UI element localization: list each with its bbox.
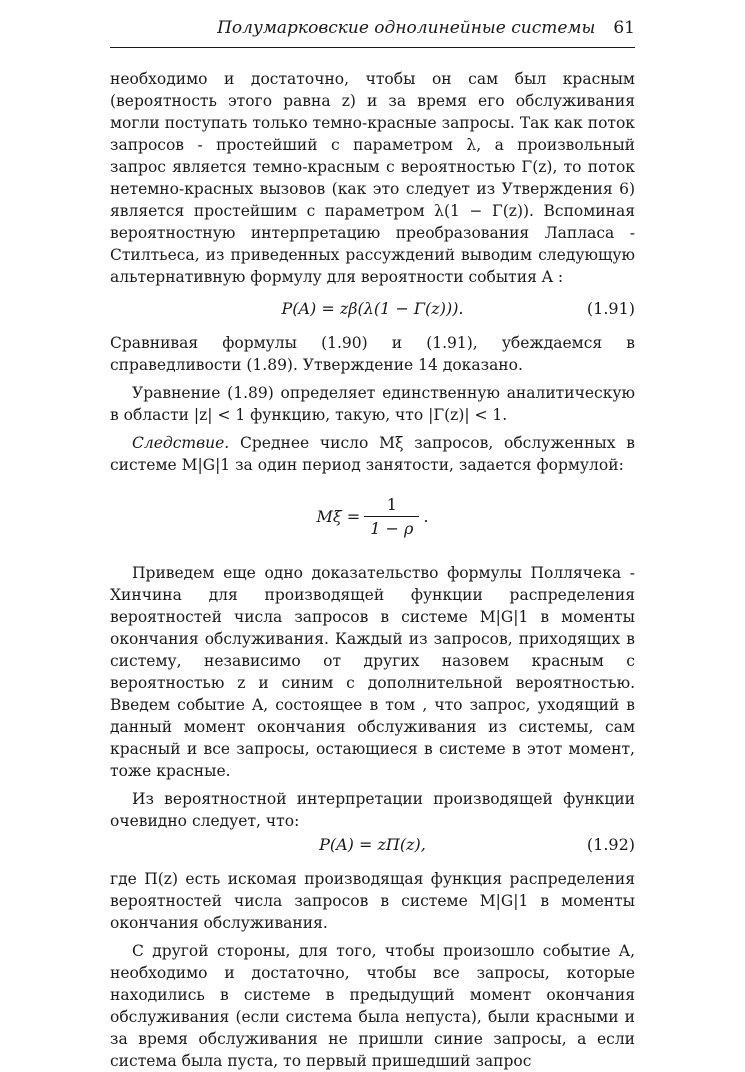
paragraph-3: Уравнение (1.89) определяет единственную аналитическую в области |z| < 1 функцию, такую, что |Γ(z)| < 1. [110, 384, 635, 424]
equation-1-92 [110, 834, 635, 856]
fraction-numerator: 1 [386, 495, 397, 514]
equation-number: (1.92) [586, 835, 635, 854]
corollary-label: Следствие. [132, 434, 230, 452]
equation-1-91 [110, 298, 635, 320]
equation-number: (1.91) [586, 299, 635, 318]
running-header [110, 18, 635, 48]
paragraph-6: Из вероятностной интерпретации производящей функции очевидно следует, что: [110, 790, 635, 830]
equation-formula: P(A) = zΠ(z), [319, 835, 426, 854]
fraction-denominator: 1 − ρ [364, 516, 419, 540]
paragraph-1: необходимо и достаточно, чтобы он сам был красным (вероятность этого равна z) и за время его обслуживания могли поступать только темно-красные запросы. Так как поток запросов - простейший с параметром λ, а произвольный запрос является темно-красным с вероятностью Γ(z), то поток нетемно-красных вызовов (как это следует из Утверждения 6) является простейшим с параметром λ(1 − Γ(z)). Вспоминая вероятностную интерпретацию преобразования Лапласа - Стилтьеса, из приведенных рассуждений выводим следующую альтернативную формулу для вероятности события A : [110, 70, 635, 286]
paragraph-8: С другой стороны, для того, чтобы произошло событие A, необходимо и достаточно, чтобы все запросы, которые находились в системе в предыдущий момент окончания обслуживания (если система была непуста), были красными и за время обслуживания не пришли синие запросы, а если система была пуста, то первый пришедший запрос [110, 942, 635, 1070]
paragraph-5: Приведем еще одно доказательство формулы Поллячека - Хинчина для производящей функции распределения вероятностей числа запросов в системе M|G|1 в моменты окончания обслуживания. Каждый из запросов, приходящих в систему, независимо от других назовем красным с вероятностью z и синим с дополнительной вероятностью. Введем событие A, состоящее в том , что запрос, уходящий в данный момент окончания обслуживания из системы, сам красный и все запросы, остающиеся в системе в этот момент, тоже красные. [110, 564, 635, 780]
paragraph-corollary [110, 432, 635, 476]
equation-period: . [423, 507, 429, 526]
equation-mean-busy [110, 488, 635, 546]
book-page [110, 18, 635, 1072]
paragraph-2: Сравнивая формулы (1.90) и (1.91), убеждаемся в справедливости (1.89). Утверждение 14 доказано. [110, 334, 635, 374]
corollary-text: Среднее число Mξ запросов, обслуженных в системе M|G|1 за один период занятости, задается формулой: [110, 434, 635, 474]
equation-formula: P(A) = zβ(λ(1 − Γ(z))). [281, 299, 464, 318]
page-body [110, 68, 635, 1072]
chapter-title: Полумарковские однолинейные системы [217, 18, 596, 38]
paragraph-7: где Π(z) есть искомая производящая функция распределения вероятностей числа запросов в системе M|G|1 в моменты окончания обслуживания. [110, 870, 635, 932]
page-number: 61 [613, 18, 635, 38]
fraction [364, 494, 419, 540]
equation-lhs: Mξ = [316, 507, 361, 526]
